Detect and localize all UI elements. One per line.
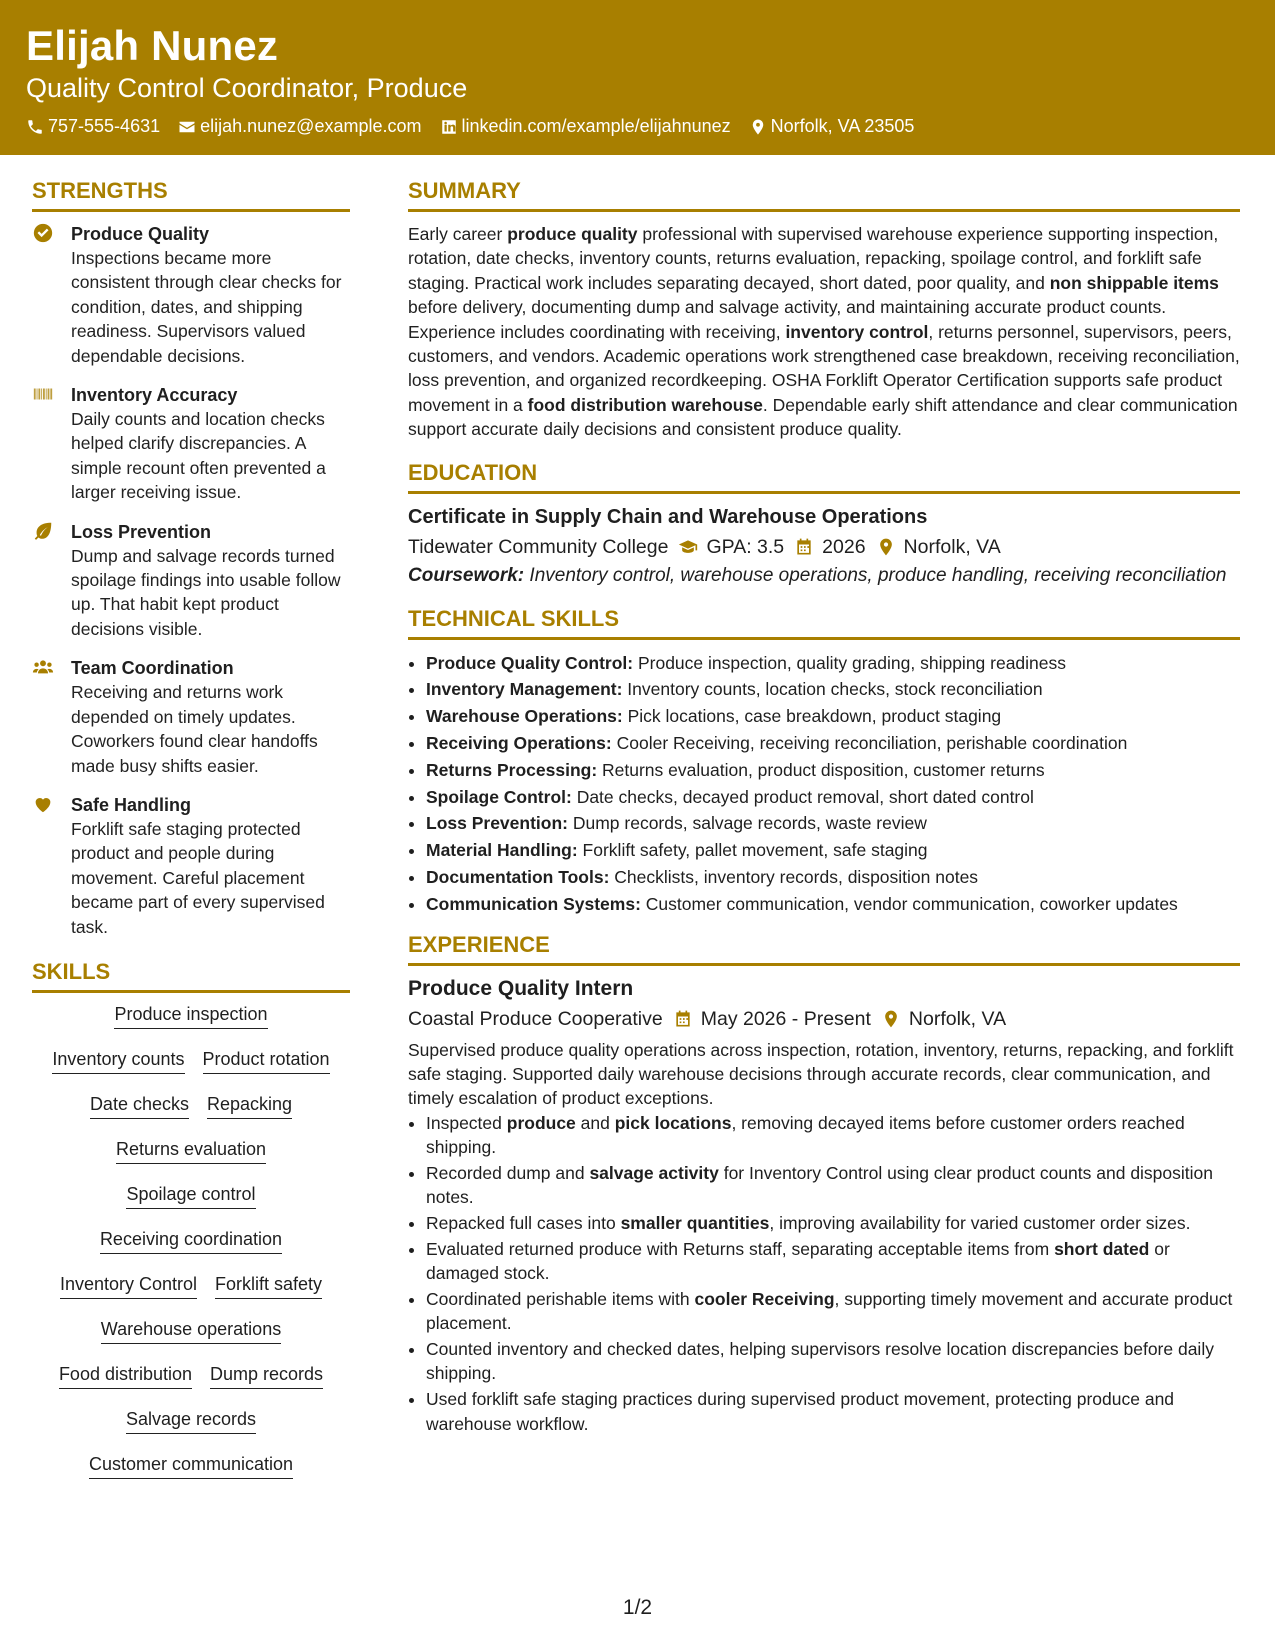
strength-item xyxy=(32,383,350,505)
text-segment: or damaged stock. xyxy=(426,1238,1170,1284)
technical-skill-text: Cooler Receiving, receiving reconciliation, perishable coordination xyxy=(611,733,1128,754)
skill-row xyxy=(32,1273,350,1318)
job-location: Norfolk, VA xyxy=(908,1007,1007,1030)
technical-skills-heading: TECHNICAL SKILLS xyxy=(408,606,1240,640)
gpa: GPA: 3.5 xyxy=(706,535,785,558)
technical-skill-label: Material Handling: xyxy=(426,840,578,861)
technical-skill-label: Produce Quality Control: xyxy=(426,652,634,673)
text-segment: Inspected xyxy=(426,1112,507,1133)
skill-row xyxy=(32,1138,350,1183)
technical-skill-label: Returns Processing: xyxy=(426,759,598,780)
school-name: Tidewater Community College xyxy=(408,535,669,558)
bold-keyword: inventory control xyxy=(785,321,929,342)
contact-location xyxy=(749,116,915,137)
location-pin-icon xyxy=(749,118,767,136)
technical-skill-text: Inventory counts, location checks, stock reconciliation xyxy=(622,679,1043,700)
skill-tag: Returns evaluation xyxy=(116,1138,266,1164)
strength-item xyxy=(32,520,350,642)
strength-item xyxy=(32,656,350,778)
envelope-icon xyxy=(178,118,196,136)
skill-row xyxy=(32,1093,350,1138)
skill-tag: Date checks xyxy=(90,1093,189,1119)
text-segment: Early career xyxy=(408,224,508,244)
technical-skill-label: Warehouse Operations: xyxy=(426,706,623,727)
technical-skill-item xyxy=(426,837,1240,864)
phone-icon xyxy=(26,118,44,136)
strength-desc: Inspections became more consistent through clear checks for condition, dates, and shipping readiness. Supervisors valued dependable decisions. xyxy=(71,248,342,366)
skill-row xyxy=(32,1453,350,1498)
experience-bullet xyxy=(426,1287,1240,1336)
bold-keyword: short dated xyxy=(1054,1238,1150,1259)
strength-title: Team Coordination xyxy=(71,658,234,679)
bold-keyword: produce quality xyxy=(507,224,638,244)
text-segment: for Inventory Control using clear product counts and disposition notes. xyxy=(426,1162,1214,1208)
technical-skill-label: Receiving Operations: xyxy=(426,733,612,754)
experience-bullet xyxy=(426,1111,1240,1160)
bold-keyword: pick locations xyxy=(614,1112,732,1133)
text-segment: , supporting timely movement and accurate product placement. xyxy=(426,1288,1233,1334)
skill-row xyxy=(32,1003,350,1048)
text-segment: professional with supervised warehouse experience supporting inspection, rotation, date checks, inventory counts, returns evaluation, repacking, spoilage control, and forklift safe staging. Practical work includes separating decayed, short dated, poor quality, and xyxy=(408,224,1219,293)
bold-keyword: food distribution warehouse xyxy=(527,394,763,415)
technical-skill-label: Loss Prevention: xyxy=(426,813,568,834)
graduation-cap-icon xyxy=(678,537,698,557)
skill-tag: Inventory counts xyxy=(52,1048,184,1074)
strength-item xyxy=(32,222,350,368)
technical-skill-text: Customer communication, vendor communication, coworker updates xyxy=(640,893,1178,914)
technical-skill-text: Checklists, inventory records, disposition notes xyxy=(609,867,979,888)
experience-bullet xyxy=(426,1211,1240,1235)
bold-keyword: produce xyxy=(506,1112,576,1133)
school-location: Norfolk, VA xyxy=(903,535,1001,558)
text-segment: Repacked full cases into xyxy=(426,1213,621,1234)
education-meta xyxy=(408,534,1240,560)
experience-bullet xyxy=(426,1387,1240,1436)
candidate-title: Quality Control Coordinator, Produce xyxy=(26,73,468,103)
text-segment: Counted inventory and checked dates, helping supervisors resolve location discrepancies before daily shipping. xyxy=(426,1338,1214,1384)
job-role: Produce Quality Intern xyxy=(408,976,634,1000)
degree-title: Certificate in Supply Chain and Warehouse Operations xyxy=(408,505,928,528)
skill-tag: Produce inspection xyxy=(114,1003,267,1029)
skill-tag: Repacking xyxy=(207,1093,292,1119)
skills-heading: SKILLS xyxy=(32,959,350,993)
experience-heading: EXPERIENCE xyxy=(408,932,1240,966)
text-segment: . Dependable early shift attendance and clear communication support accurate daily decisions and consistent produce quality. xyxy=(408,394,1238,440)
leaf-icon xyxy=(32,520,54,542)
text-segment: and xyxy=(575,1112,615,1133)
barcode-icon xyxy=(32,383,54,405)
technical-skill-item xyxy=(426,650,1240,677)
text-segment: , improving availability for varied customer order sizes. xyxy=(769,1213,1191,1234)
technical-skill-label: Documentation Tools: xyxy=(426,867,610,888)
users-icon xyxy=(32,656,54,678)
skill-tag: Food distribution xyxy=(59,1363,192,1389)
contact-email[interactable] xyxy=(178,116,421,137)
strength-desc: Dump and salvage records turned spoilage findings into usable follow up. That habit kept product decisions visible. xyxy=(71,545,341,639)
technical-skill-label: Communication Systems: xyxy=(426,893,641,914)
text-segment: Evaluated returned produce with Returns staff, separating acceptable items from xyxy=(426,1238,1055,1259)
technical-skill-item xyxy=(426,676,1240,703)
summary-heading: SUMMARY xyxy=(408,178,1240,212)
text-segment: before delivery, documenting dump and salvage activity, and maintaining accurate product counts. Experience includes coordinating with receiving, xyxy=(408,297,1167,342)
job-summary: Supervised produce quality operations across inspection, rotation, inventory, returns, repacking, and forklift safe staging. Supported daily warehouse decisions through accurate records, clear communication, and timely escalation of product exceptions. xyxy=(408,1039,1234,1109)
skill-tag: Salvage records xyxy=(126,1408,256,1434)
linkedin-text: linkedin.com/example/elijahnunez xyxy=(461,116,731,136)
strength-title: Loss Prevention xyxy=(71,521,212,542)
technical-skill-text: Returns evaluation, product disposition, customer returns xyxy=(597,759,1045,780)
bold-keyword: non shippable items xyxy=(1049,272,1219,293)
skill-row xyxy=(32,1318,350,1363)
education-heading: EDUCATION xyxy=(408,460,1240,494)
bold-keyword: cooler Receiving xyxy=(694,1288,835,1309)
technical-skill-item xyxy=(426,864,1240,891)
skill-row xyxy=(32,1363,350,1408)
bold-keyword: smaller quantities xyxy=(620,1213,770,1234)
strength-item xyxy=(32,793,350,939)
job-dates: May 2026 - Present xyxy=(700,1007,871,1030)
contact-phone[interactable] xyxy=(26,116,160,137)
skill-row xyxy=(32,1228,350,1273)
left-column xyxy=(32,178,350,1498)
text-segment: , removing decayed items before customer orders reached shipping. xyxy=(426,1112,1185,1158)
skill-row xyxy=(32,1048,350,1093)
strengths-heading: STRENGTHS xyxy=(32,178,350,212)
skills-list xyxy=(32,1003,350,1498)
bold-keyword: salvage activity xyxy=(589,1162,719,1183)
email-text: elijah.nunez@example.com xyxy=(200,116,422,136)
contact-bar xyxy=(26,116,932,137)
technical-skill-item xyxy=(426,703,1240,730)
technical-skill-item xyxy=(426,810,1240,837)
technical-skill-item xyxy=(426,730,1240,757)
technical-skill-text: Dump records, salvage records, waste review xyxy=(567,813,927,834)
text-segment: Used forklift safe staging practices during supervised product movement, protecting produce and warehouse workflow. xyxy=(426,1389,1175,1434)
technical-skills-list xyxy=(408,650,1240,918)
resume-header xyxy=(0,0,1275,155)
location-pin-icon xyxy=(876,537,896,557)
technical-skill-item xyxy=(426,757,1240,784)
text-segment: , returns personnel, supervisors, peers, customers, and vendors. Academic operations work strengthened case breakdown, receiving reconciliation, loss prevention, and organized recordkeeping. OSHA Forklift Operator Certification supports safe product movement in a xyxy=(408,321,1240,415)
technical-skill-label: Inventory Management: xyxy=(426,679,623,700)
skill-tag: Inventory Control xyxy=(60,1273,197,1299)
phone-text: 757-555-4631 xyxy=(48,116,161,136)
text-segment: Recorded dump and xyxy=(426,1162,590,1183)
summary-text xyxy=(408,222,1240,442)
page-number: 1/2 xyxy=(622,1596,653,1619)
coursework-text: Inventory control, warehouse operations, produce handling, receiving reconciliation xyxy=(524,564,1227,586)
technical-skill-item xyxy=(426,891,1240,918)
candidate-name: Elijah Nunez xyxy=(26,22,279,69)
skill-tag: Dump records xyxy=(210,1363,323,1389)
experience-bullet xyxy=(426,1237,1240,1286)
text-segment: Coordinated perishable items with xyxy=(426,1288,695,1309)
technical-skill-label: Spoilage Control: xyxy=(426,786,572,807)
technical-skill-text: Forklift safety, pallet movement, safe staging xyxy=(577,840,928,861)
experience-bullets xyxy=(408,1111,1240,1436)
skill-tag: Receiving coordination xyxy=(100,1228,282,1254)
skill-row xyxy=(32,1183,350,1228)
company-name: Coastal Produce Cooperative xyxy=(408,1007,663,1030)
calendar-icon xyxy=(794,537,814,557)
technical-skill-text: Produce inspection, quality grading, shipping readiness xyxy=(633,652,1067,673)
strength-desc: Daily counts and location checks helped clarify discrepancies. A simple recount often prevented a larger receiving issue. xyxy=(71,409,326,503)
skill-row xyxy=(32,1408,350,1453)
graduation-year: 2026 xyxy=(822,535,866,558)
coursework xyxy=(408,564,1240,588)
heart-icon xyxy=(32,793,54,815)
location-text: Norfolk, VA 23505 xyxy=(770,116,915,136)
location-pin-icon xyxy=(881,1009,901,1029)
skill-tag: Warehouse operations xyxy=(101,1318,281,1344)
linkedin-icon xyxy=(440,118,458,136)
technical-skill-item xyxy=(426,784,1240,811)
technical-skill-text: Pick locations, case breakdown, product staging xyxy=(622,706,1002,727)
strength-title: Inventory Accuracy xyxy=(71,385,238,406)
experience-bullet xyxy=(426,1337,1240,1386)
contact-linkedin[interactable] xyxy=(440,116,731,137)
job-meta xyxy=(408,1006,1240,1032)
skill-tag: Spoilage control xyxy=(126,1183,255,1209)
skill-tag: Forklift safety xyxy=(215,1273,322,1299)
technical-skill-text: Date checks, decayed product removal, short dated control xyxy=(571,786,1034,807)
calendar-icon xyxy=(673,1009,693,1029)
strength-title: Safe Handling xyxy=(71,794,192,815)
experience-bullet xyxy=(426,1161,1240,1210)
coursework-label: Coursework: xyxy=(408,564,525,586)
skill-tag: Product rotation xyxy=(203,1048,330,1074)
right-column xyxy=(408,178,1240,1437)
skill-tag: Customer communication xyxy=(89,1453,293,1479)
strength-desc: Receiving and returns work depended on timely updates. Coworkers found clear handoffs made busy shifts easier. xyxy=(71,682,318,776)
strength-title: Produce Quality xyxy=(71,224,210,244)
strength-desc: Forklift safe staging protected product and people during movement. Careful placement became part of every supervised task. xyxy=(71,818,325,937)
check-circle-icon xyxy=(32,222,54,244)
